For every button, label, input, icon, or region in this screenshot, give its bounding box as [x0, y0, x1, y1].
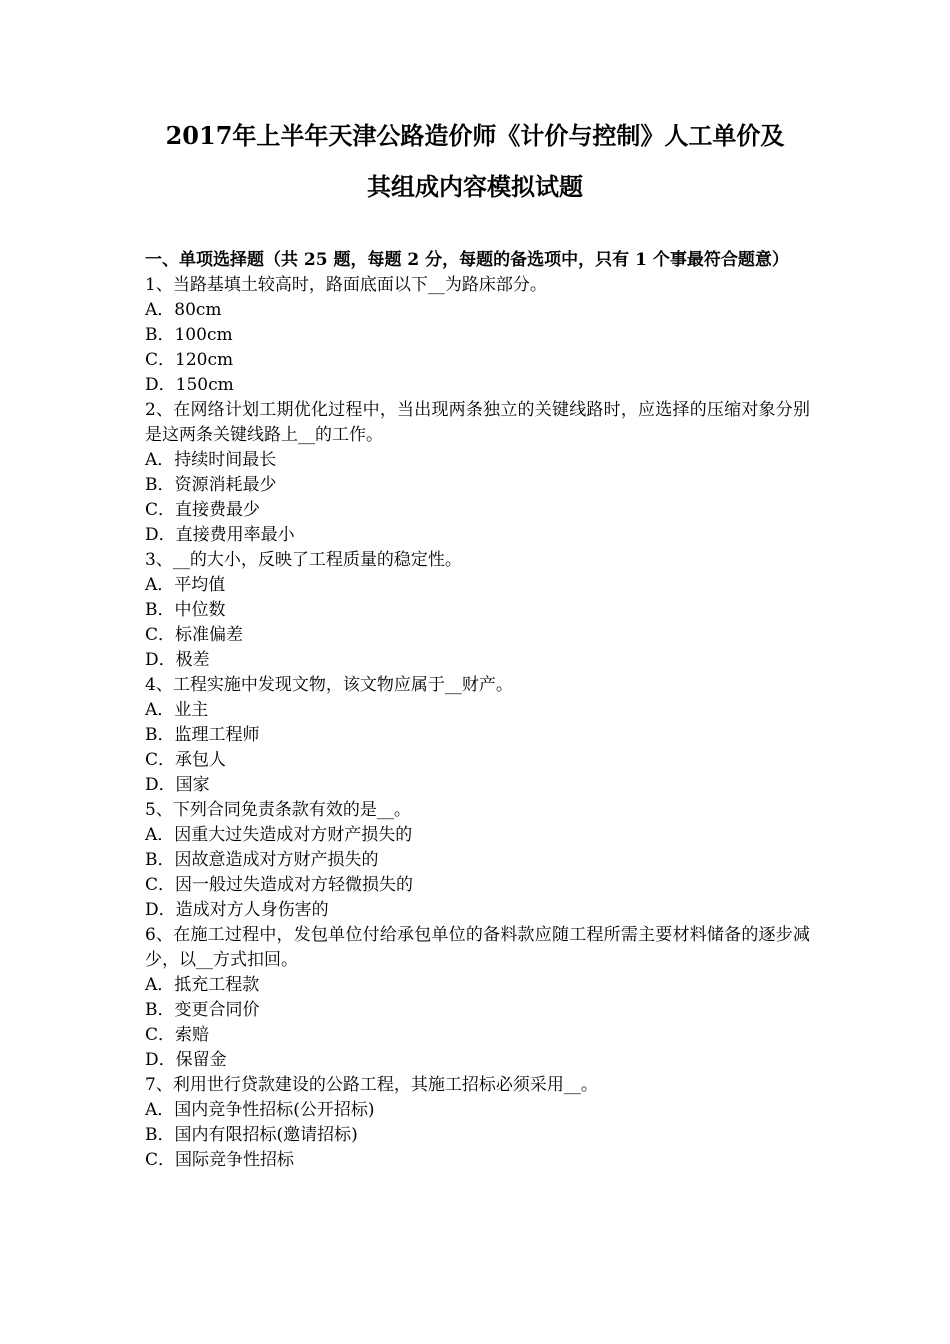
option-c: C．国际竞争性招标 — [145, 1150, 295, 1170]
section-heading: 一、单项选择题（共 25 题，每题 2 分，每题的备选项中，只有 1 个事最符合题意） — [145, 250, 789, 270]
question-text: 3、__的大小，反映了工程质量的稳定性。 — [145, 550, 462, 570]
option-a: A．持续时间最长 — [145, 450, 277, 470]
option-a: A．平均值 — [145, 575, 226, 595]
question-2 — [145, 398, 810, 548]
option-d: D．国家 — [145, 775, 210, 795]
document-title-line-1: 2017年上半年天津公路造价师《计价与控制》人工单价及 — [165, 121, 785, 150]
question-text: 6、在施工过程中，发包单位付给承包单位的备料款应随工程所需主要材料储备的逐步减少，以__方式扣回。 — [145, 925, 810, 970]
question-7 — [145, 1073, 810, 1173]
option-a: A．国内竞争性招标(公开招标) — [145, 1100, 375, 1120]
option-a: A．抵充工程款 — [145, 975, 260, 995]
option-b: B．中位数 — [145, 600, 226, 620]
option-d: D．极差 — [145, 650, 210, 670]
option-b: B．变更合同价 — [145, 1000, 260, 1020]
option-c: C．索赔 — [145, 1025, 210, 1045]
question-text: 2、在网络计划工期优化过程中，当出现两条独立的关键线路时，应选择的压缩对象分别是这两条关键线路上__的工作。 — [145, 400, 810, 445]
question-text: 1、当路基填土较高时，路面底面以下__为路床部分。 — [145, 275, 547, 295]
option-b: B．资源消耗最少 — [145, 475, 277, 495]
option-d: D．直接费用率最小 — [145, 525, 295, 545]
question-4 — [145, 673, 810, 798]
option-b: B．因故意造成对方财产损失的 — [145, 850, 379, 870]
question-3 — [145, 548, 810, 673]
question-6 — [145, 923, 810, 1073]
option-c: C．直接费最少 — [145, 500, 261, 520]
document-title-line-2: 其组成内容模拟试题 — [367, 172, 583, 201]
option-b: B．100cm — [145, 325, 233, 345]
option-d: D．保留金 — [145, 1050, 227, 1070]
question-text: 7、利用世行贷款建设的公路工程，其施工招标必须采用__。 — [145, 1075, 598, 1095]
option-a: A．80cm — [145, 300, 222, 320]
question-text: 4、工程实施中发现文物，该文物应属于__财产。 — [145, 675, 513, 695]
question-5 — [145, 798, 810, 923]
option-a: A．因重大过失造成对方财产损失的 — [145, 825, 413, 845]
option-b: B．监理工程师 — [145, 725, 260, 745]
option-d: D．150cm — [145, 375, 234, 395]
option-c: C．因一般过失造成对方轻微损失的 — [145, 875, 414, 895]
option-d: D．造成对方人身伤害的 — [145, 900, 329, 920]
option-c: C．120cm — [145, 350, 234, 370]
question-text: 5、下列合同免责条款有效的是__。 — [145, 800, 411, 820]
document-body — [145, 248, 810, 1173]
option-c: C．标准偏差 — [145, 625, 244, 645]
question-1 — [145, 273, 810, 398]
option-a: A．业主 — [145, 700, 209, 720]
option-c: C．承包人 — [145, 750, 227, 770]
option-b: B．国内有限招标(邀请招标) — [145, 1125, 358, 1145]
